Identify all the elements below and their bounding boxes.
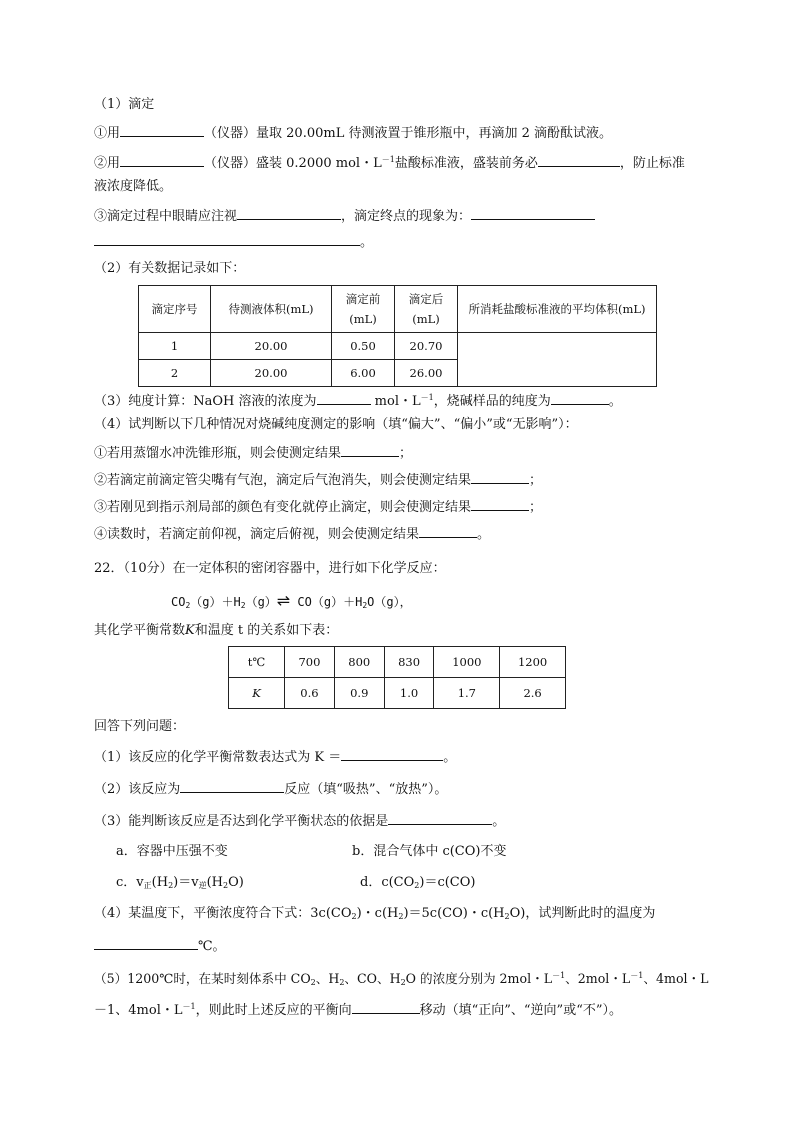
text: ①用: [94, 126, 121, 141]
text: 。: [492, 814, 506, 829]
answer-blank[interactable]: [180, 779, 284, 793]
part1-line2: [94, 151, 685, 173]
text: )＝c(CO): [419, 875, 476, 890]
text: 、4mol・L: [115, 1003, 183, 1018]
superscript: －1: [420, 393, 434, 402]
text: （1）该反应的化学平衡常数表达式为 K ＝: [94, 750, 342, 765]
header-average: 所消耗盐酸标准液的平均体积(mL): [458, 286, 657, 333]
subscript: 2: [240, 601, 246, 610]
part2-heading: （2）有关数据记录如下：: [94, 261, 246, 276]
text: （g）＋H: [190, 595, 241, 609]
equilibrium-constant-table: [228, 646, 566, 709]
cell: 0.9: [334, 678, 384, 709]
text: ，烧碱样品的纯度为: [433, 394, 551, 409]
part1-line3: 液浓度降低。: [94, 179, 173, 194]
text: （4）某温度下，平衡浓度符合下式：3c(CO: [94, 906, 352, 921]
subscript: 2: [339, 978, 345, 987]
average-cell[interactable]: [458, 333, 657, 387]
option-d: [360, 874, 475, 895]
cell: 20.00: [211, 360, 332, 387]
text: c．v: [116, 875, 144, 890]
text: CO: [171, 595, 186, 609]
superscript: －1: [630, 971, 644, 980]
part4-heading: （4）试判断以下几种情况对烧碱纯度测定的影响（填“偏大”、“偏小”或“无影响”）：: [94, 417, 578, 432]
text: 滴定前: [345, 292, 381, 306]
text: d．c(CO: [360, 875, 415, 890]
equilibrium-arrow-icon: ⇌: [276, 591, 291, 610]
text: 、CO、H: [344, 971, 401, 986]
superscript: －1: [552, 971, 566, 980]
cell: 1200: [500, 647, 566, 678]
q22-sub4-cont: [94, 936, 226, 956]
header-k: K: [229, 678, 285, 709]
answer-blank[interactable]: [352, 1000, 420, 1014]
text: ℃。: [198, 939, 226, 954]
text: （g）: [245, 595, 277, 609]
subscript: 2: [223, 881, 229, 890]
subscript: 2: [168, 881, 174, 890]
answer-blank[interactable]: [538, 153, 620, 167]
text: －1: [94, 1003, 116, 1018]
answer-blank[interactable]: [341, 747, 443, 761]
text: 其化学平衡常数: [94, 623, 186, 638]
text: （2）该反应为: [94, 782, 181, 797]
header-temperature: t℃: [229, 647, 285, 678]
text: 和温度 t 的关系如下表：: [194, 623, 339, 638]
subscript: 2: [310, 978, 316, 987]
cell: 0.50: [332, 333, 395, 360]
text: (H: [151, 875, 169, 890]
subscript: 2: [398, 912, 404, 921]
option-b: b．混合气体中 c(CO)不变: [352, 844, 507, 859]
text: CO（g）＋H: [290, 595, 363, 609]
subscript: 2: [362, 601, 368, 610]
cell: 1000: [434, 647, 500, 678]
text: ②若滴定前滴定管尖嘴有气泡，滴定后气泡消失，则会使测定结果: [94, 473, 472, 488]
part4-item1: [94, 443, 412, 463]
part3-line: [94, 389, 622, 411]
text: (mL): [349, 312, 377, 326]
text: 。: [443, 750, 457, 765]
text: ；: [399, 446, 413, 461]
header-seq: 滴定序号: [139, 286, 211, 333]
answer-blank[interactable]: [94, 232, 360, 246]
cell: 1.0: [384, 678, 434, 709]
titration-table: [138, 285, 657, 387]
text: ④读数时，若滴定前仰视，滴定后俯视，则会使测定结果: [94, 527, 420, 542]
cell: 800: [334, 647, 384, 678]
part1-line5: [94, 232, 373, 252]
table-row: [139, 333, 657, 360]
text: ②用: [94, 156, 121, 171]
subscript: 逆: [198, 881, 207, 890]
text: )＝v: [173, 875, 199, 890]
text: 、2mol・L: [565, 971, 631, 986]
text: ，滴定终点的现象为：: [341, 209, 472, 224]
text: K: [185, 623, 195, 638]
subscript: 2: [351, 912, 357, 921]
text: 。: [477, 527, 491, 542]
answer-blank[interactable]: [471, 470, 529, 484]
text: 。: [608, 394, 622, 409]
q22-sub4: [94, 905, 655, 926]
reaction-equation: [171, 592, 412, 615]
answer-heading: 回答下列问题：: [94, 719, 186, 734]
text: 反应（填“吸热”、“放热”）。: [284, 782, 448, 797]
header-volume: 待测液体积(mL): [211, 286, 332, 333]
superscript: －1: [182, 1002, 196, 1011]
q22-sub1: [94, 747, 456, 767]
text: (mL): [412, 312, 440, 326]
text: （3）能判断该反应是否达到化学平衡状态的依据是: [94, 814, 389, 829]
text: ，则此时上述反应的平衡向: [195, 1003, 352, 1018]
answer-blank[interactable]: [471, 206, 595, 220]
option-a: a．容器中压强不变: [116, 844, 228, 859]
cell: 20.00: [211, 333, 332, 360]
part4-item3: [94, 497, 542, 517]
part4-item2: [94, 470, 542, 490]
text: mol・L: [370, 394, 421, 409]
answer-blank[interactable]: [94, 936, 198, 950]
text: （仪器）盛装 0.2000 mol・L: [204, 156, 382, 171]
text: ；: [529, 500, 543, 515]
q22-sub5: [94, 967, 709, 992]
cell: 1.7: [434, 678, 500, 709]
subscript: 2: [414, 881, 420, 890]
header-before: [332, 286, 395, 333]
answer-blank[interactable]: [341, 443, 399, 457]
text: ①若用蒸馏水冲洗锥形瓶，则会使测定结果: [94, 446, 342, 461]
subscript: 2: [504, 912, 510, 921]
q22-relation: [94, 622, 338, 640]
answer-blank[interactable]: [120, 153, 204, 167]
answer-blank[interactable]: [237, 206, 341, 220]
cell: 2: [139, 360, 211, 387]
text: （5）1200℃时，在某时刻体系中 CO: [94, 971, 311, 986]
q22-sub3: [94, 811, 505, 831]
option-c: [116, 874, 244, 895]
cell: 0.6: [285, 678, 335, 709]
text: O 的浓度分别为 2mol・L: [405, 971, 553, 986]
text: （3）纯度计算：NaOH 溶液的浓度为: [94, 394, 317, 409]
subscript: 2: [185, 601, 191, 610]
q22-sub5-cont: [94, 998, 622, 1020]
text: 、4mol・L: [643, 971, 709, 986]
cell: 830: [384, 647, 434, 678]
cell: 2.6: [500, 678, 566, 709]
cell: 26.00: [395, 360, 458, 387]
text: 、H: [315, 971, 340, 986]
text: 。: [360, 235, 374, 250]
cell: 6.00: [332, 360, 395, 387]
answer-blank[interactable]: [388, 811, 492, 825]
cell: 1: [139, 333, 211, 360]
q22-intro: 22．（10分）在一定体积的密闭容器中，进行如下化学反应：: [94, 561, 446, 576]
part1-line4: [94, 206, 595, 226]
cell: 20.70: [395, 333, 458, 360]
text: ③若刚见到指示剂局部的颜色有变化就停止滴定，则会使测定结果: [94, 500, 472, 515]
text: )＝5c(CO)・c(H: [403, 906, 505, 921]
part1-heading: （1）滴定: [94, 97, 155, 112]
part1-line1: [94, 123, 612, 143]
text: ，防止标准: [619, 156, 685, 171]
text: 移动（填“正向”、“逆向”或“不”）。: [419, 1003, 622, 1018]
text: ；: [529, 473, 543, 488]
text: (H: [206, 875, 223, 890]
text: O)，试判断此时的温度为: [509, 906, 656, 921]
text: ③滴定过程中眼睛应注视: [94, 209, 238, 224]
q22-sub2: [94, 779, 447, 799]
answer-blank[interactable]: [317, 391, 371, 405]
header-after: [395, 286, 458, 333]
answer-blank[interactable]: [471, 497, 529, 511]
answer-blank[interactable]: [120, 123, 204, 137]
subscript: 正: [143, 881, 152, 890]
text: 盐酸标准液，盛装前务必: [394, 156, 538, 171]
text: （仪器）量取 20.00mL 待测液置于锥形瓶中，再滴加 2 滴酚酞试液。: [204, 126, 612, 141]
superscript: －1: [381, 155, 395, 164]
part4-item4: [94, 524, 490, 544]
subscript: 2: [400, 978, 406, 987]
text: O（g），: [367, 595, 412, 609]
text: 滴定后: [408, 292, 444, 306]
cell: 700: [285, 647, 335, 678]
text: O): [228, 875, 244, 890]
answer-blank[interactable]: [551, 391, 609, 405]
text: )・c(H: [356, 906, 399, 921]
answer-blank[interactable]: [419, 524, 477, 538]
